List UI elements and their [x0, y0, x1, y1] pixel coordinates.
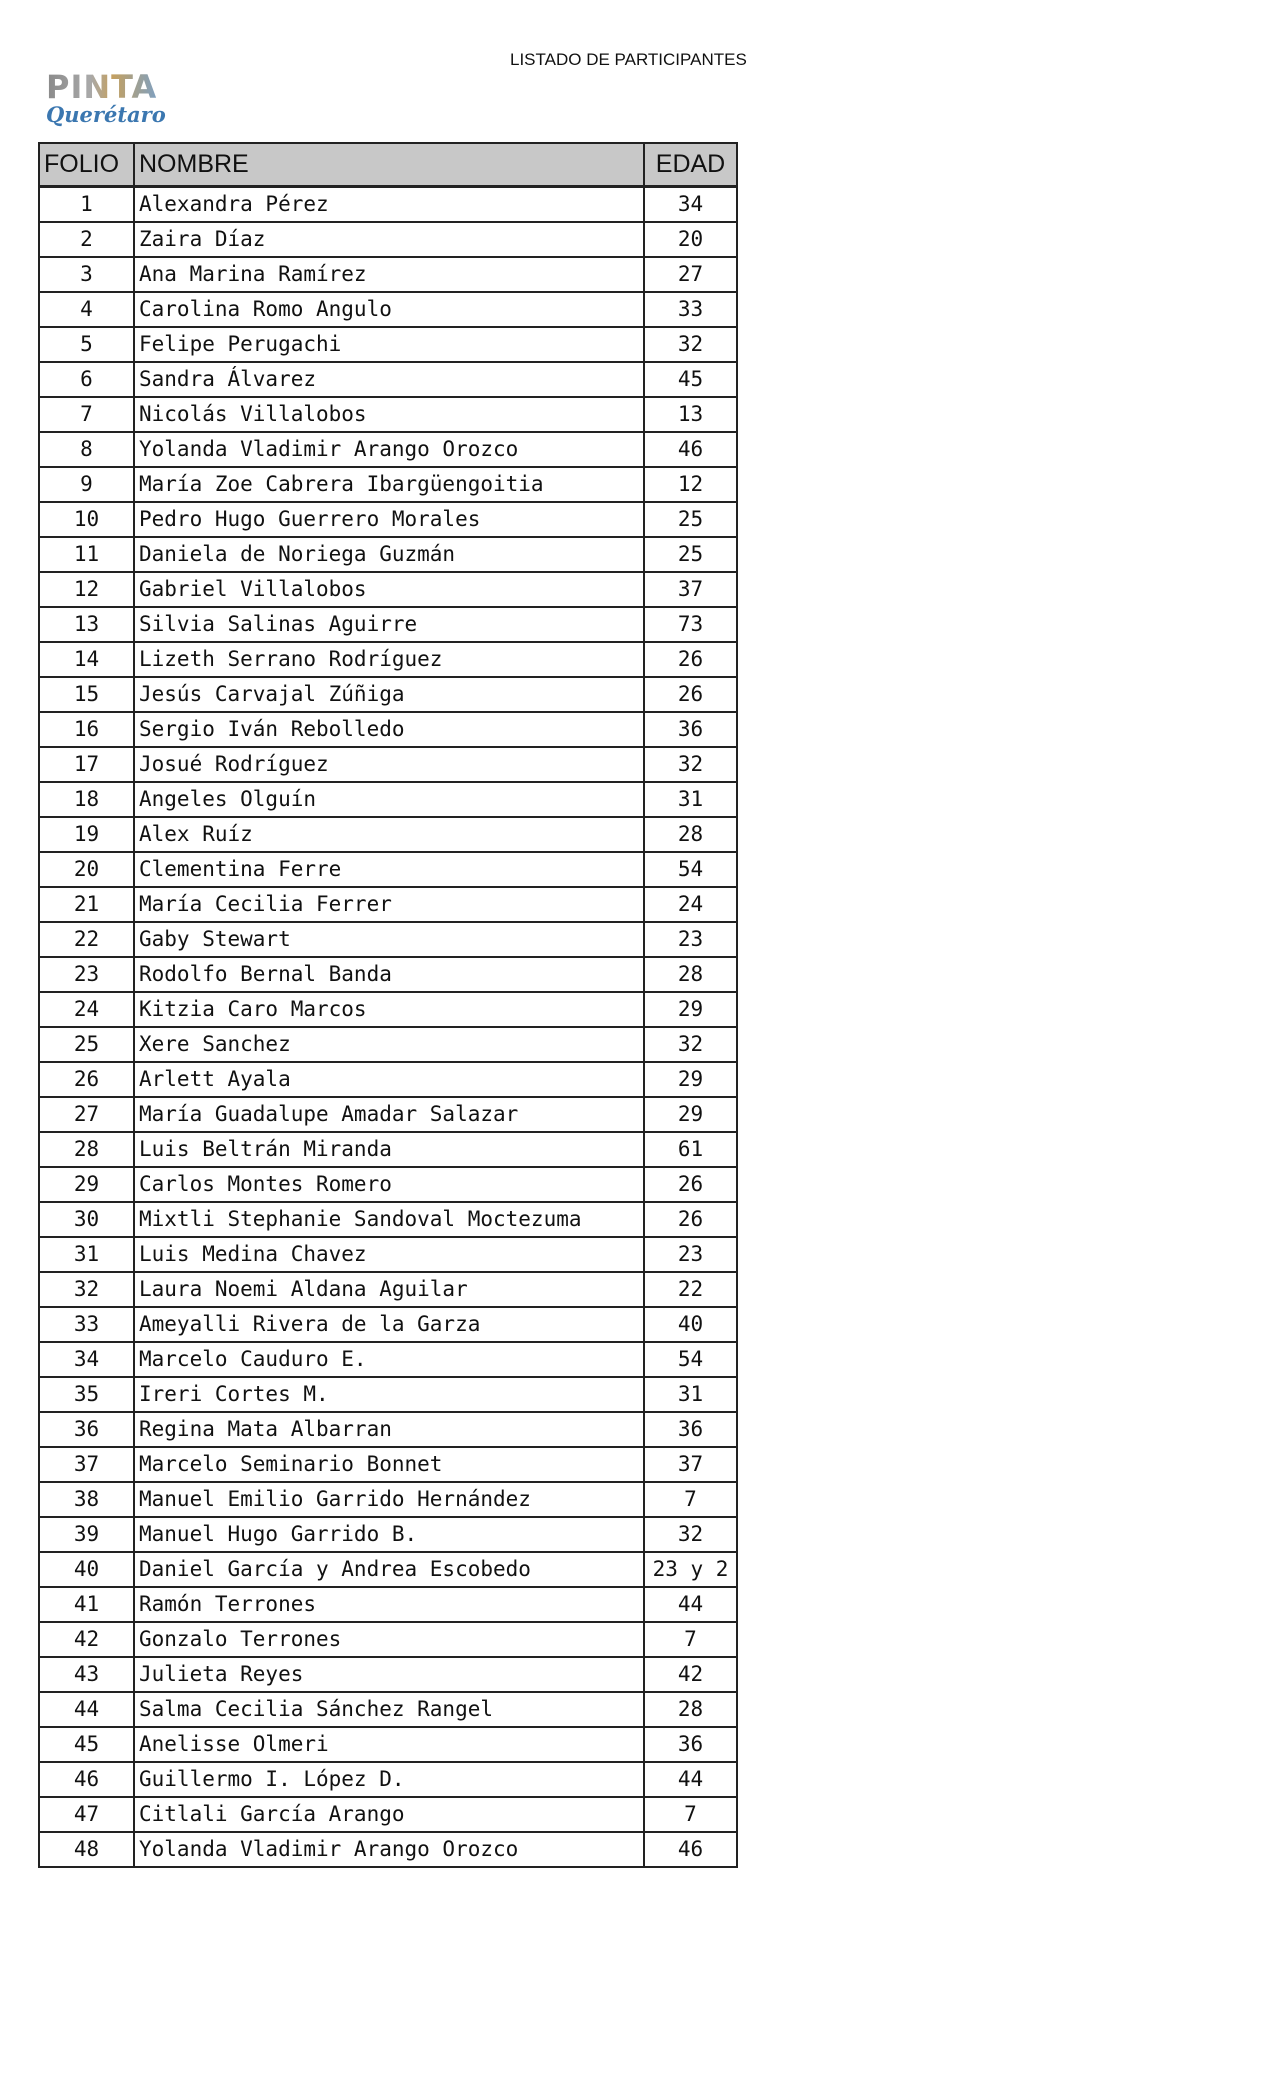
folio-cell: 42 [39, 1622, 134, 1657]
column-header-edad: EDAD [644, 143, 737, 187]
table-row [39, 887, 737, 922]
table-row [39, 572, 737, 607]
edad-cell: 36 [644, 712, 737, 747]
edad-cell: 54 [644, 852, 737, 887]
nombre-cell: Citlali García Arango [134, 1797, 644, 1832]
nombre-cell: Kitzia Caro Marcos [134, 992, 644, 1027]
pinta-queretaro-logo [40, 42, 166, 127]
nombre-cell: Carlos Montes Romero [134, 1167, 644, 1202]
folio-cell: 38 [39, 1482, 134, 1517]
participants-table [38, 142, 738, 1868]
nombre-cell: Gonzalo Terrones [134, 1622, 644, 1657]
table-row [39, 642, 737, 677]
nombre-cell: María Zoe Cabrera Ibargüengoitia [134, 467, 644, 502]
table-row [39, 362, 737, 397]
edad-cell: 20 [644, 222, 737, 257]
edad-cell: 12 [644, 467, 737, 502]
nombre-cell: María Guadalupe Amadar Salazar [134, 1097, 644, 1132]
edad-cell: 31 [644, 1377, 737, 1412]
table-row [39, 1762, 737, 1797]
nombre-cell: Manuel Hugo Garrido B. [134, 1517, 644, 1552]
edad-cell: 28 [644, 957, 737, 992]
column-header-folio: FOLIO [39, 143, 134, 187]
folio-cell: 17 [39, 747, 134, 782]
edad-cell: 23 [644, 922, 737, 957]
edad-cell: 13 [644, 397, 737, 432]
folio-cell: 14 [39, 642, 134, 677]
table-row [39, 1517, 737, 1552]
folio-cell: 23 [39, 957, 134, 992]
edad-cell: 73 [644, 607, 737, 642]
folio-cell: 1 [39, 187, 134, 223]
table-row [39, 1552, 737, 1587]
nombre-cell: Nicolás Villalobos [134, 397, 644, 432]
folio-cell: 35 [39, 1377, 134, 1412]
folio-cell: 10 [39, 502, 134, 537]
nombre-cell: Daniel García y Andrea Escobedo [134, 1552, 644, 1587]
edad-cell: 36 [644, 1412, 737, 1447]
edad-cell: 44 [644, 1587, 737, 1622]
folio-cell: 13 [39, 607, 134, 642]
folio-cell: 25 [39, 1027, 134, 1062]
folio-cell: 32 [39, 1272, 134, 1307]
edad-cell: 7 [644, 1482, 737, 1517]
nombre-cell: Laura Noemi Aldana Aguilar [134, 1272, 644, 1307]
table-row [39, 1027, 737, 1062]
folio-cell: 29 [39, 1167, 134, 1202]
nombre-cell: Pedro Hugo Guerrero Morales [134, 502, 644, 537]
folio-cell: 24 [39, 992, 134, 1027]
edad-cell: 26 [644, 642, 737, 677]
nombre-cell: Yolanda Vladimir Arango Orozco [134, 1832, 644, 1867]
table-row [39, 1272, 737, 1307]
nombre-cell: Clementina Ferre [134, 852, 644, 887]
folio-cell: 21 [39, 887, 134, 922]
folio-cell: 40 [39, 1552, 134, 1587]
nombre-cell: Sergio Iván Rebolledo [134, 712, 644, 747]
edad-cell: 25 [644, 502, 737, 537]
folio-cell: 2 [39, 222, 134, 257]
nombre-cell: Anelisse Olmeri [134, 1727, 644, 1762]
table-row [39, 537, 737, 572]
logo-subtitle: Querétaro [46, 102, 166, 127]
nombre-cell: Luis Beltrán Miranda [134, 1132, 644, 1167]
table-header-row [39, 143, 737, 187]
table-row [39, 817, 737, 852]
edad-cell: 32 [644, 327, 737, 362]
folio-cell: 45 [39, 1727, 134, 1762]
folio-cell: 27 [39, 1097, 134, 1132]
table-row [39, 1342, 737, 1377]
edad-cell: 7 [644, 1797, 737, 1832]
nombre-cell: Guillermo I. López D. [134, 1762, 644, 1797]
nombre-cell: Marcelo Seminario Bonnet [134, 1447, 644, 1482]
edad-cell: 28 [644, 1692, 737, 1727]
nombre-cell: Sandra Álvarez [134, 362, 644, 397]
table-row [39, 1622, 737, 1657]
edad-cell: 46 [644, 1832, 737, 1867]
edad-cell: 29 [644, 992, 737, 1027]
edad-cell: 37 [644, 572, 737, 607]
edad-cell: 34 [644, 187, 737, 223]
edad-cell: 29 [644, 1062, 737, 1097]
nombre-cell: Julieta Reyes [134, 1657, 644, 1692]
folio-cell: 18 [39, 782, 134, 817]
nombre-cell: Jesús Carvajal Zúñiga [134, 677, 644, 712]
nombre-cell: Regina Mata Albarran [134, 1412, 644, 1447]
nombre-cell: Zaira Díaz [134, 222, 644, 257]
nombre-cell: Lizeth Serrano Rodríguez [134, 642, 644, 677]
folio-cell: 26 [39, 1062, 134, 1097]
table-row [39, 1202, 737, 1237]
edad-cell: 26 [644, 1167, 737, 1202]
nombre-cell: Ameyalli Rivera de la Garza [134, 1307, 644, 1342]
table-row [39, 292, 737, 327]
folio-cell: 37 [39, 1447, 134, 1482]
edad-cell: 24 [644, 887, 737, 922]
table-row [39, 677, 737, 712]
table-row [39, 1692, 737, 1727]
nombre-cell: Arlett Ayala [134, 1062, 644, 1097]
edad-cell: 46 [644, 432, 737, 467]
folio-cell: 20 [39, 852, 134, 887]
edad-cell: 23 [644, 1237, 737, 1272]
table-row [39, 1062, 737, 1097]
table-row [39, 922, 737, 957]
table-row [39, 747, 737, 782]
table-row [39, 397, 737, 432]
table-row [39, 992, 737, 1027]
folio-cell: 43 [39, 1657, 134, 1692]
nombre-cell: Xere Sanchez [134, 1027, 644, 1062]
folio-cell: 22 [39, 922, 134, 957]
table-row [39, 852, 737, 887]
table-row [39, 782, 737, 817]
folio-cell: 31 [39, 1237, 134, 1272]
folio-cell: 16 [39, 712, 134, 747]
table-row [39, 1307, 737, 1342]
nombre-cell: Carolina Romo Angulo [134, 292, 644, 327]
edad-cell: 27 [644, 257, 737, 292]
edad-cell: 29 [644, 1097, 737, 1132]
edad-cell: 37 [644, 1447, 737, 1482]
nombre-cell: Yolanda Vladimir Arango Orozco [134, 432, 644, 467]
edad-cell: 45 [644, 362, 737, 397]
table-row [39, 1097, 737, 1132]
table-row [39, 1727, 737, 1762]
nombre-cell: Gabriel Villalobos [134, 572, 644, 607]
nombre-cell: Ireri Cortes M. [134, 1377, 644, 1412]
table-row [39, 1237, 737, 1272]
table-row [39, 1412, 737, 1447]
edad-cell: 54 [644, 1342, 737, 1377]
page-title: LISTADO DE PARTICIPANTES [510, 50, 747, 69]
folio-cell: 36 [39, 1412, 134, 1447]
nombre-cell: Marcelo Cauduro E. [134, 1342, 644, 1377]
table-row [39, 712, 737, 747]
edad-cell: 32 [644, 747, 737, 782]
nombre-cell: Gaby Stewart [134, 922, 644, 957]
folio-cell: 39 [39, 1517, 134, 1552]
edad-cell: 44 [644, 1762, 737, 1797]
edad-cell: 42 [644, 1657, 737, 1692]
folio-cell: 9 [39, 467, 134, 502]
table-row [39, 257, 737, 292]
folio-cell: 28 [39, 1132, 134, 1167]
table-row [39, 1167, 737, 1202]
table-row [39, 1587, 737, 1622]
folio-cell: 11 [39, 537, 134, 572]
table-row [39, 467, 737, 502]
table-row [39, 607, 737, 642]
table-row [39, 1657, 737, 1692]
nombre-cell: Alexandra Pérez [134, 187, 644, 223]
table-row [39, 187, 737, 223]
table-row [39, 327, 737, 362]
edad-cell: 36 [644, 1727, 737, 1762]
nombre-cell: Ramón Terrones [134, 1587, 644, 1622]
edad-cell: 40 [644, 1307, 737, 1342]
edad-cell: 33 [644, 292, 737, 327]
folio-cell: 46 [39, 1762, 134, 1797]
nombre-cell: Salma Cecilia Sánchez Rangel [134, 1692, 644, 1727]
folio-cell: 34 [39, 1342, 134, 1377]
folio-cell: 19 [39, 817, 134, 852]
folio-cell: 4 [39, 292, 134, 327]
folio-cell: 5 [39, 327, 134, 362]
edad-cell: 31 [644, 782, 737, 817]
table-row [39, 1832, 737, 1867]
table-row [39, 1377, 737, 1412]
nombre-cell: Josué Rodríguez [134, 747, 644, 782]
nombre-cell: Manuel Emilio Garrido Hernández [134, 1482, 644, 1517]
folio-cell: 41 [39, 1587, 134, 1622]
table-row [39, 957, 737, 992]
folio-cell: 6 [39, 362, 134, 397]
folio-cell: 15 [39, 677, 134, 712]
folio-cell: 12 [39, 572, 134, 607]
table-row [39, 222, 737, 257]
nombre-cell: Alex Ruíz [134, 817, 644, 852]
edad-cell: 32 [644, 1517, 737, 1552]
folio-cell: 48 [39, 1832, 134, 1867]
edad-cell: 22 [644, 1272, 737, 1307]
table-row [39, 1447, 737, 1482]
table-row [39, 502, 737, 537]
edad-cell: 28 [644, 817, 737, 852]
nombre-cell: Luis Medina Chavez [134, 1237, 644, 1272]
folio-cell: 33 [39, 1307, 134, 1342]
folio-cell: 47 [39, 1797, 134, 1832]
edad-cell: 23 y 2 [644, 1552, 737, 1587]
table-row [39, 432, 737, 467]
edad-cell: 26 [644, 677, 737, 712]
edad-cell: 61 [644, 1132, 737, 1167]
nombre-cell: María Cecilia Ferrer [134, 887, 644, 922]
table-row [39, 1482, 737, 1517]
folio-cell: 30 [39, 1202, 134, 1237]
edad-cell: 25 [644, 537, 737, 572]
folio-cell: 8 [39, 432, 134, 467]
folio-cell: 3 [39, 257, 134, 292]
folio-cell: 7 [39, 397, 134, 432]
logo-wordmark: PINTA [46, 68, 158, 106]
column-header-nombre: NOMBRE [134, 143, 644, 187]
edad-cell: 32 [644, 1027, 737, 1062]
nombre-cell: Ana Marina Ramírez [134, 257, 644, 292]
nombre-cell: Silvia Salinas Aguirre [134, 607, 644, 642]
table-row [39, 1132, 737, 1167]
nombre-cell: Mixtli Stephanie Sandoval Moctezuma [134, 1202, 644, 1237]
nombre-cell: Rodolfo Bernal Banda [134, 957, 644, 992]
edad-cell: 26 [644, 1202, 737, 1237]
nombre-cell: Daniela de Noriega Guzmán [134, 537, 644, 572]
edad-cell: 7 [644, 1622, 737, 1657]
folio-cell: 44 [39, 1692, 134, 1727]
table-row [39, 1797, 737, 1832]
nombre-cell: Angeles Olguín [134, 782, 644, 817]
nombre-cell: Felipe Perugachi [134, 327, 644, 362]
